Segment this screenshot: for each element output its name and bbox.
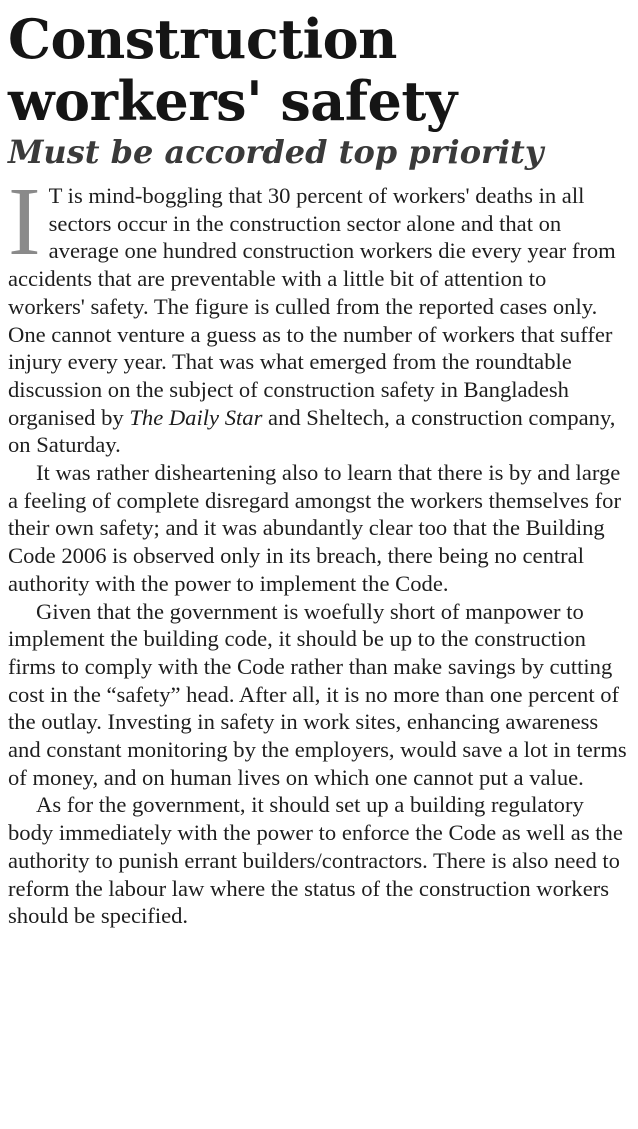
- headline: Construction workers' safety: [8, 7, 457, 133]
- paragraph-1-text-end: and Sheltech, a construction company, on Saturday.: [8, 404, 616, 458]
- article-body: [8, 168, 628, 930]
- paragraph-3: Given that the government is woefully short of manpower to implement the building code, it should be up to the construction firms to comply with the Code rather than make savings by cutting cost in the “safety” head. After all, it is no more than one percent of the outlay. Investing in safety in work sites, enhancing awareness and constant monitoring by the employers, would save a lot in terms of money, and on human lives on which one cannot put a value.: [8, 598, 627, 790]
- subheadline: Must be accorded top priority: [8, 133, 544, 171]
- publication-name: The Daily Star: [129, 404, 263, 430]
- drop-cap: I: [8, 168, 41, 276]
- paragraph-1-text-start: T is mind-boggling that 30 percent of workers' deaths in all sectors occur in the construction sector alone and that on average one hundred construction workers die every year from accidents that are preventable with a little bit of attention to workers' safety. The figure is culled from the reported cases only. One cannot venture a guess as to the number of workers that suffer injury every year. That was what emerged from the roundtable discussion on the subject of construction safety in Bangladesh organised by: [8, 183, 616, 430]
- paragraph-4: As for the government, it should set up a building regulatory body immediately with the power to enforce the Code as well as the authority to punish errant builders/contractors. There is also need to reform the labour law where the status of the construction workers should be specified.: [8, 792, 623, 929]
- paragraph-1: [8, 168, 628, 459]
- article: [8, 8, 628, 930]
- paragraph-2: It was rather disheartening also to learn that there is by and large a feeling of complete disregard amongst the workers themselves for their own safety; and it was abundantly clear too that the Building Code 2006 is observed only in its breach, there being no central authority with the power to implement the Code.: [8, 460, 621, 596]
